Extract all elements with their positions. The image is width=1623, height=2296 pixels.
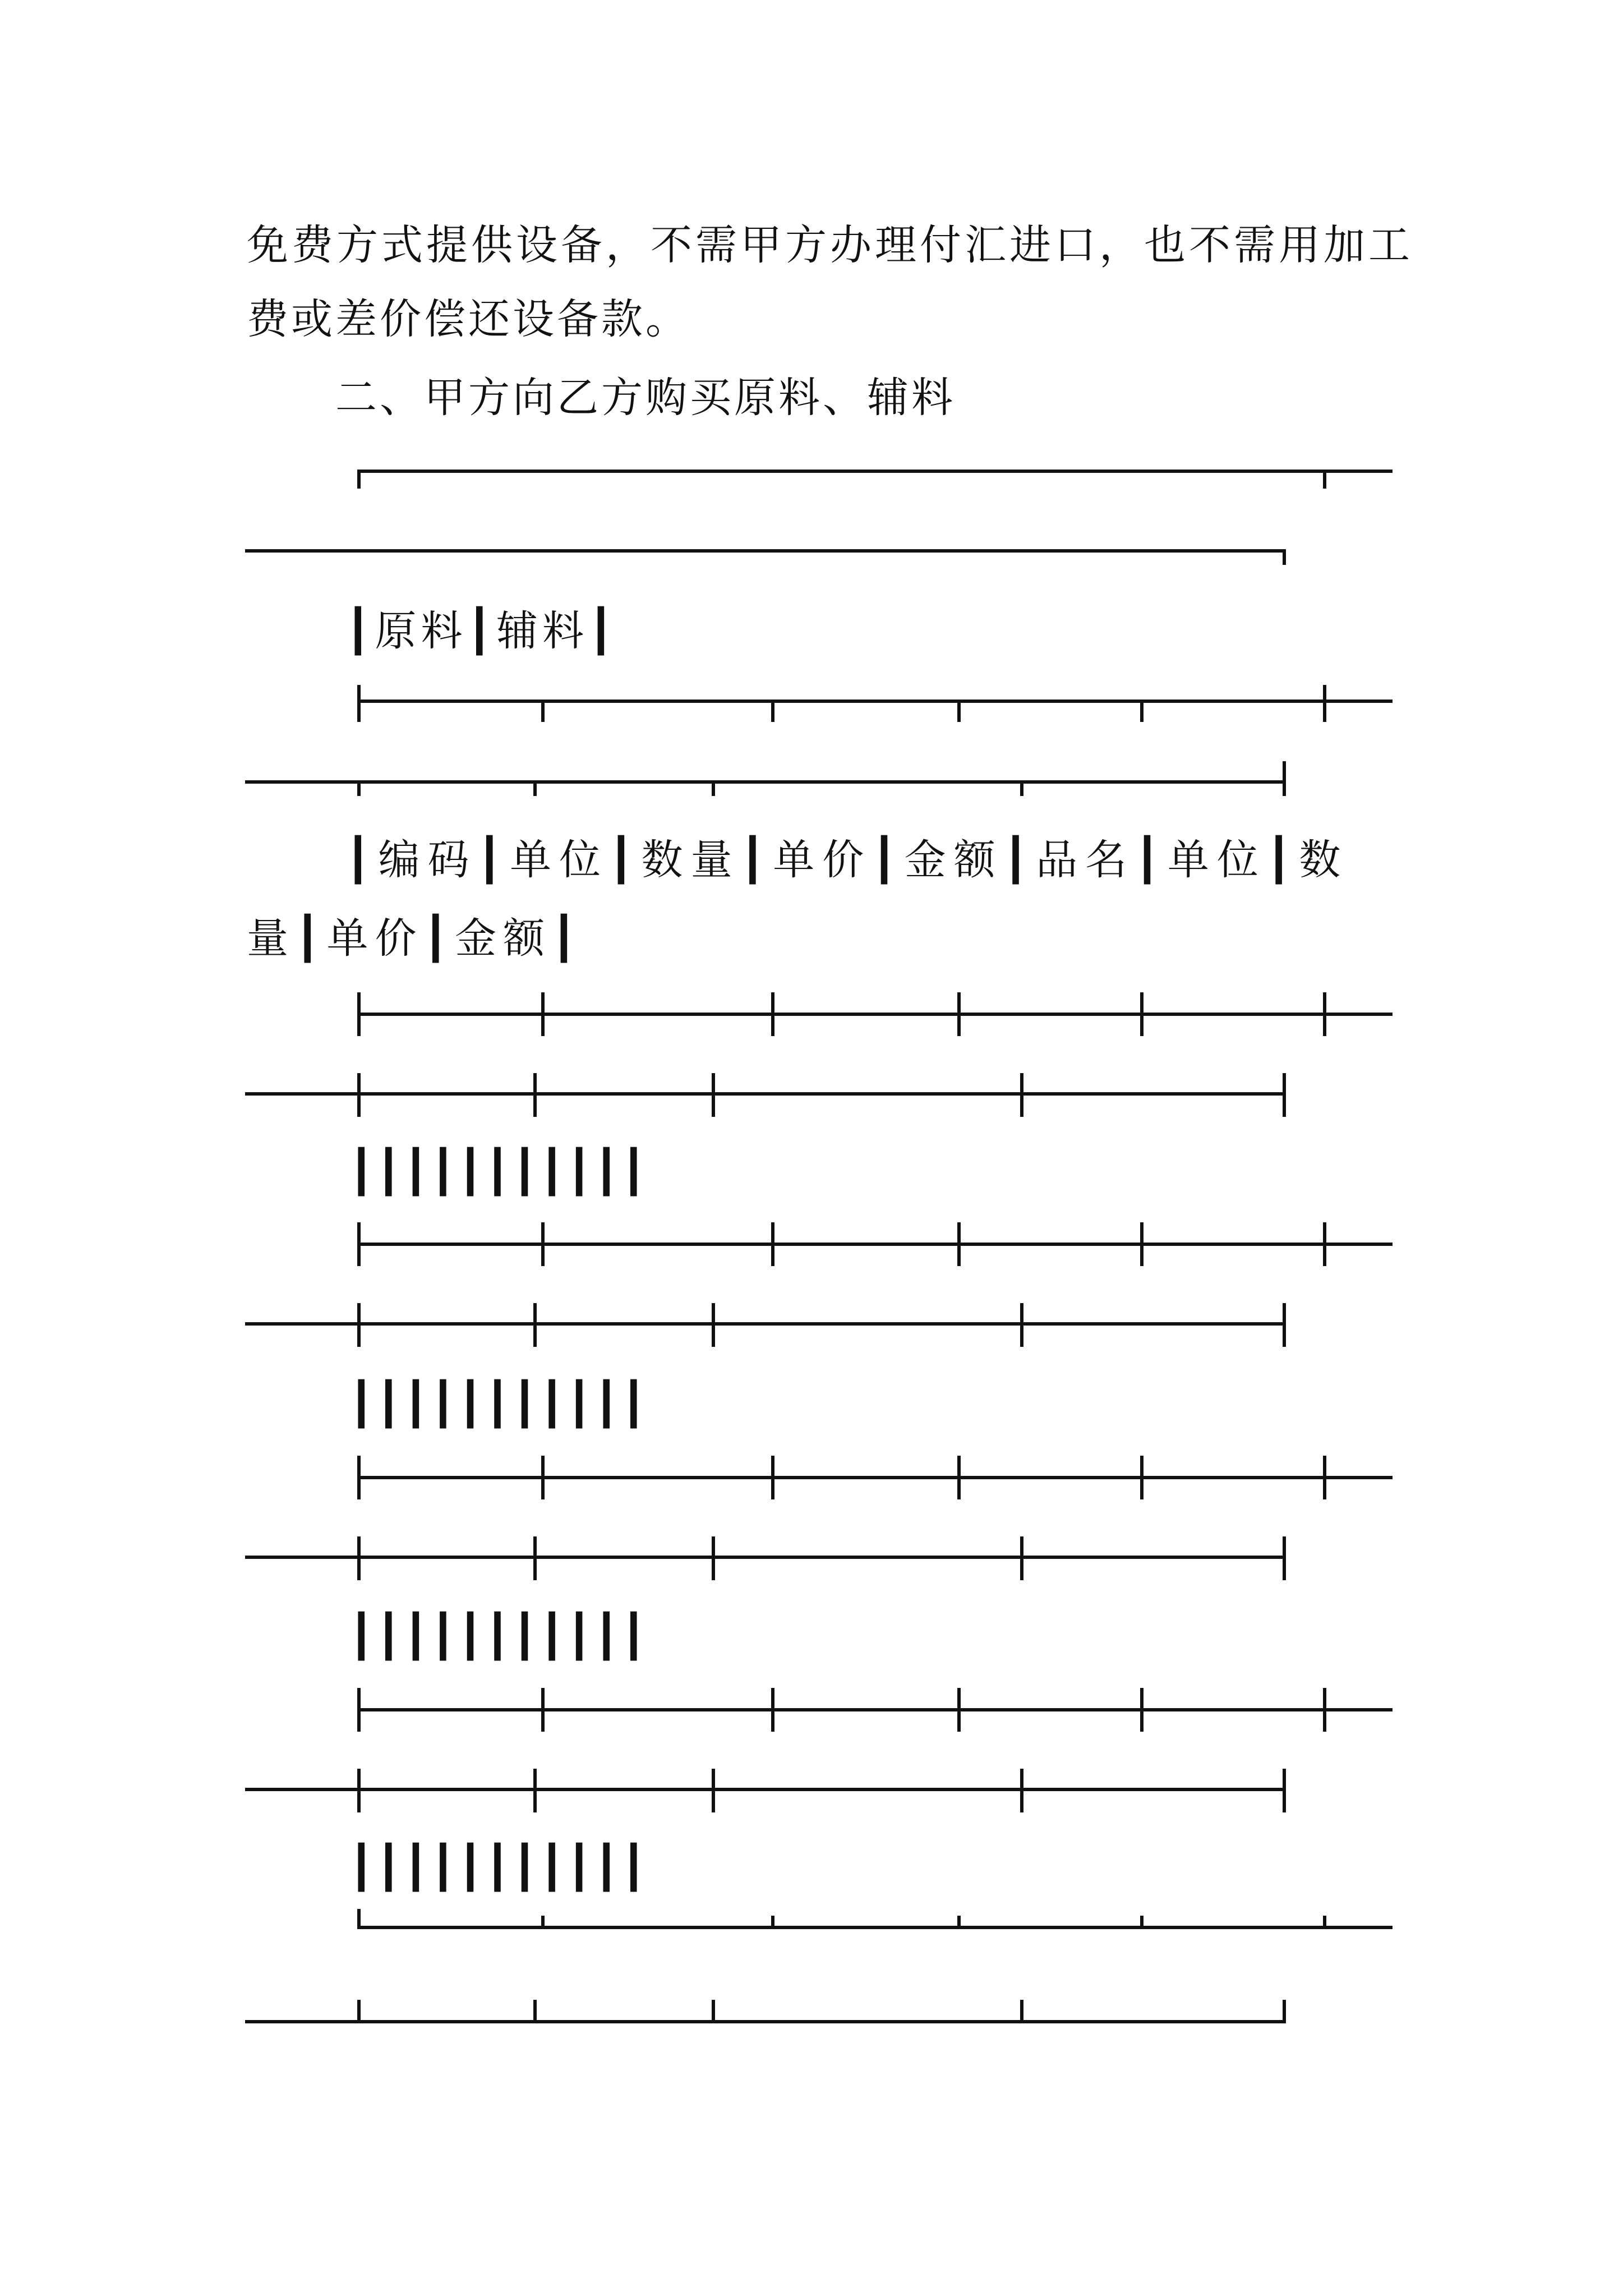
table-group-header: ┃原料┃辅料┃ [345,607,618,655]
table-empty-row: ┃┃┃┃┃┃┃┃┃┃┃ [349,1380,649,1428]
section-heading: 二、甲方向乙方购买原料、辅料 [335,374,956,422]
table-separator [247,994,1391,1115]
table-separator [247,1457,1391,1579]
table-top-border [247,471,1391,563]
table-empty-row: ┃┃┃┃┃┃┃┃┃┃┃ [349,1612,649,1660]
table-separator [247,1224,1391,1345]
table-bottom-border [247,1911,1391,2022]
table-column-header: ┃编码┃单位┃数量┃单价┃金额┃品名┃单位┃数 [345,836,1349,884]
table-separator [247,687,1391,794]
paragraph-line: 费或差价偿还设备款。 [247,295,690,343]
table-separator [247,1690,1391,1811]
table-column-header: 量┃单价┃金额┃ [247,914,583,963]
paragraph-line: 免费方式提供设备，不需甲方办理付汇进口，也不需用加工 [247,221,1413,269]
table-empty-row: ┃┃┃┃┃┃┃┃┃┃┃ [349,1148,649,1196]
table-empty-row: ┃┃┃┃┃┃┃┃┃┃┃ [349,1843,649,1892]
